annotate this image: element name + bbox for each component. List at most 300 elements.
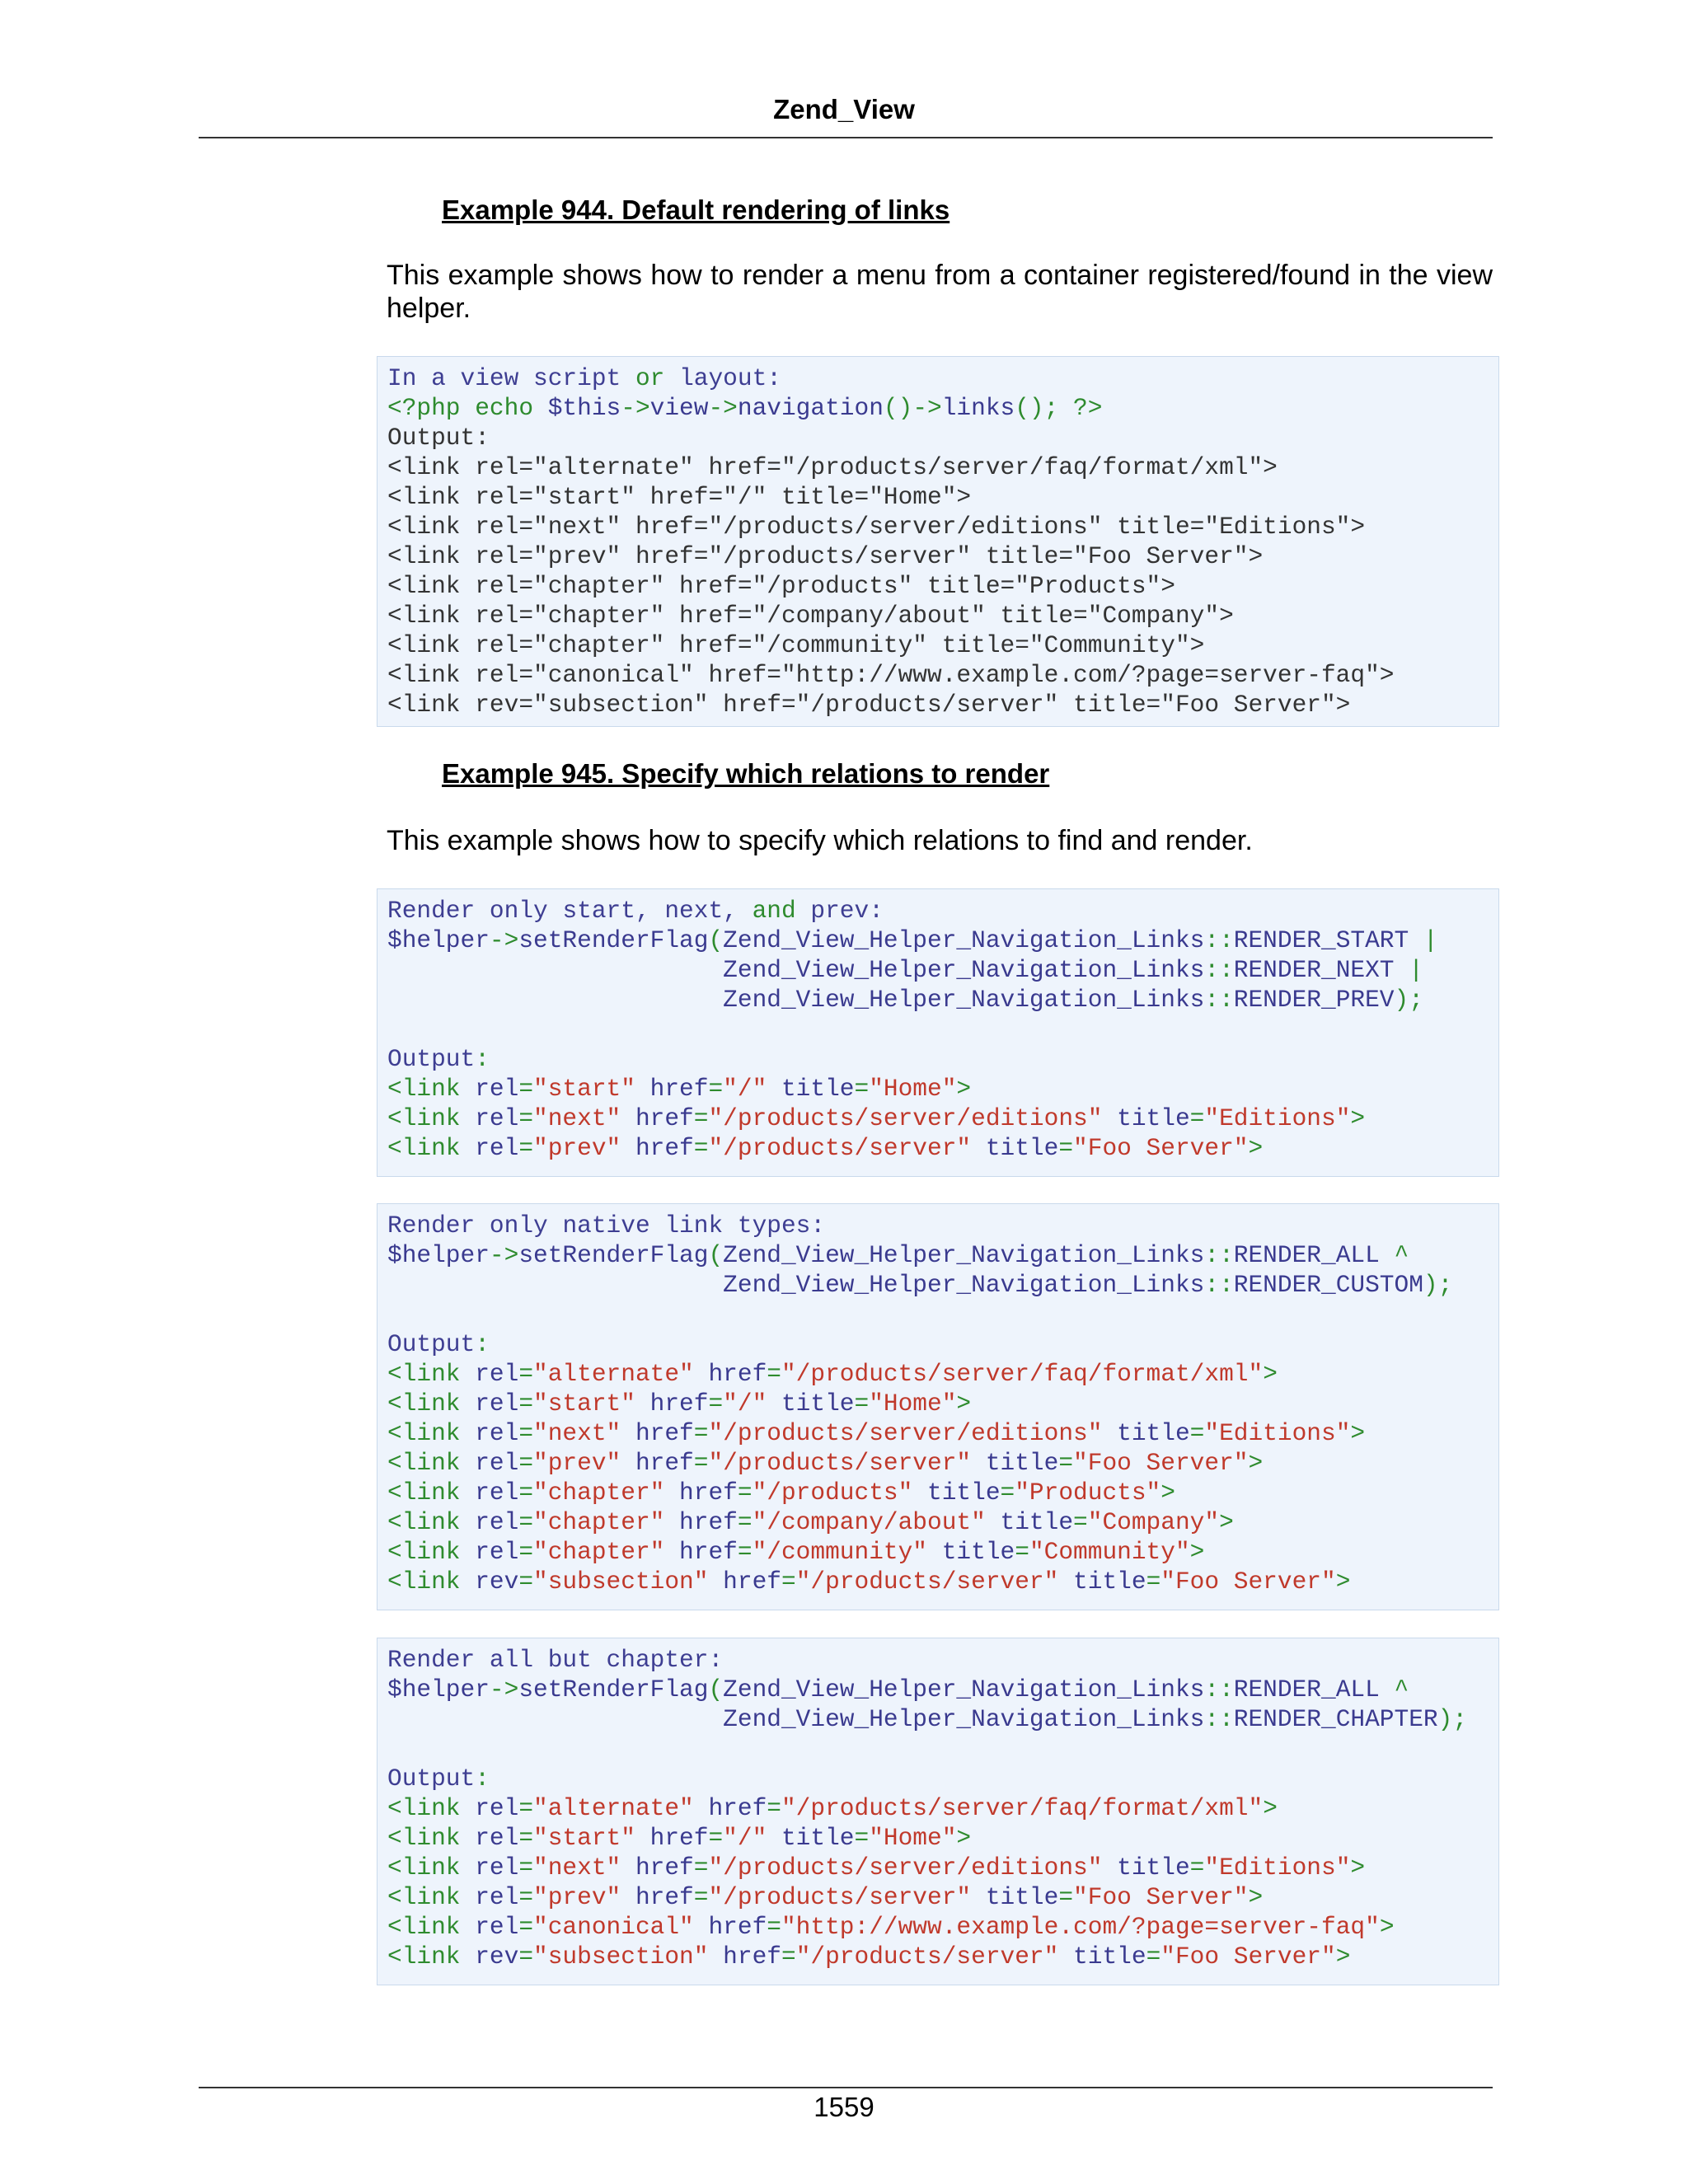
code-token: :: — [1204, 1271, 1234, 1299]
header-rule — [199, 137, 1493, 138]
code-token: = — [518, 1508, 534, 1536]
code-link-line — [387, 1912, 1498, 1942]
code-token: > — [1248, 1883, 1264, 1911]
code-token: rel — [460, 1360, 519, 1388]
code-token: > — [1248, 1134, 1264, 1162]
code-token: "Community" — [1029, 1538, 1190, 1566]
code-output-label — [387, 1764, 1498, 1793]
code-token: = — [518, 1913, 534, 1941]
code-token: chapter: — [606, 1646, 724, 1674]
code-token: setRenderFlag — [518, 1675, 709, 1704]
code-token: ); — [1423, 1271, 1453, 1299]
code-token: = — [693, 1419, 709, 1447]
code-token: "start" — [533, 1075, 635, 1103]
code-link-line — [387, 1074, 1498, 1104]
code-token: "/" — [723, 1390, 767, 1418]
code-token: "/products/server" — [708, 1134, 972, 1162]
code-link-line — [387, 1478, 1498, 1507]
code-token: :: — [1204, 986, 1234, 1014]
code-token: = — [518, 1075, 534, 1103]
code-token: = — [518, 1104, 534, 1132]
code-token: = — [693, 1134, 709, 1162]
code-token: prev: — [810, 897, 884, 925]
code-token: href — [621, 1104, 694, 1132]
code-token: "Company" — [1087, 1508, 1220, 1536]
code-token: "http://www.example.com/?page=server-faq" — [781, 1913, 1380, 1941]
code-token: = — [1189, 1854, 1205, 1882]
code-token: <link — [387, 1104, 461, 1132]
code-comment-line — [387, 1645, 1498, 1675]
code-token: Zend_View_Helper_Navigation_Links — [723, 1271, 1205, 1299]
code-token: rel — [460, 1390, 519, 1418]
code-token: Output — [387, 1765, 476, 1793]
code-token: "/products" — [752, 1479, 913, 1507]
code-token — [387, 1271, 723, 1299]
code-token: href — [621, 1419, 694, 1447]
code-token: : — [475, 1330, 490, 1358]
code-token: <link — [387, 1360, 461, 1388]
code-token: all but — [475, 1646, 607, 1674]
code-token: Zend_View_Helper_Navigation_Links — [723, 986, 1205, 1014]
code-token: <link — [387, 1538, 461, 1566]
code-line — [387, 363, 1498, 393]
example-944-code-block — [377, 356, 1499, 727]
code-token: rel — [460, 1913, 519, 1941]
code-output-label — [387, 1329, 1498, 1359]
code-token — [387, 956, 723, 984]
code-token: Render — [387, 1646, 476, 1674]
code-token: native link types: — [562, 1212, 826, 1240]
code-token: rel — [460, 1479, 519, 1507]
code-token: <?php — [387, 394, 476, 422]
code-continuation-line — [387, 985, 1498, 1015]
code-token: <link — [387, 1075, 461, 1103]
code-token: "subsection" — [533, 1943, 709, 1971]
code-token: rel — [460, 1419, 519, 1447]
code-token: Render — [387, 897, 476, 925]
code-token: = — [708, 1075, 724, 1103]
code-token: ^ — [1379, 1675, 1409, 1704]
code-token: = — [767, 1794, 781, 1822]
code-token: title — [767, 1390, 855, 1418]
code-token: "/products/server/faq/format/xml" — [781, 1360, 1264, 1388]
code-token: = — [1073, 1508, 1088, 1536]
code-token: = — [518, 1943, 534, 1971]
code-token: title — [912, 1479, 1001, 1507]
code-token: = — [1146, 1943, 1161, 1971]
code-token — [387, 986, 723, 1014]
code-token: title — [767, 1075, 855, 1103]
code-token: rel — [460, 1854, 519, 1882]
code-token: "/products/server" — [795, 1568, 1059, 1596]
code-token: -> — [621, 394, 650, 422]
code-token: links — [941, 394, 1015, 422]
code-token: ( — [708, 1675, 724, 1704]
code-link-line — [387, 1104, 1498, 1133]
code-token: ^ — [1379, 1241, 1409, 1269]
code-token: = — [518, 1479, 534, 1507]
code-token: (); ?> — [1015, 394, 1103, 422]
code-token — [387, 1705, 723, 1733]
code-token: "subsection" — [533, 1568, 709, 1596]
code-token: "/products/server/editions" — [708, 1104, 1103, 1132]
code-token: = — [767, 1360, 781, 1388]
code-link-line — [387, 1389, 1498, 1418]
code-token: layout: — [679, 364, 781, 392]
code-token: <link — [387, 1854, 461, 1882]
code-call-line — [387, 926, 1498, 955]
code-line: <link rev="subsection" href="/products/server" title="Foo Server"> — [387, 691, 1351, 719]
code-blank-line — [387, 1015, 1498, 1044]
code-line: <link rel="chapter" href="/community" title="Community"> — [387, 631, 1205, 659]
example-945-code-block-1 — [377, 888, 1499, 1177]
code-token: -> — [708, 394, 738, 422]
code-token: = — [693, 1854, 709, 1882]
code-token: "Editions" — [1204, 1104, 1351, 1132]
code-token: "Home" — [869, 1824, 957, 1852]
code-blank-line — [387, 1734, 1498, 1764]
code-token: and — [737, 897, 811, 925]
code-token: "/community" — [752, 1538, 928, 1566]
code-token: "chapter" — [533, 1479, 665, 1507]
code-token: rel — [460, 1508, 519, 1536]
code-token: "Foo Server" — [1073, 1134, 1249, 1162]
code-token: = — [518, 1824, 534, 1852]
code-token: title — [985, 1508, 1074, 1536]
code-token: > — [1350, 1104, 1366, 1132]
code-token: title — [971, 1134, 1059, 1162]
code-token: $helper — [387, 926, 490, 954]
code-token: $this — [547, 394, 621, 422]
code-token: echo — [475, 394, 548, 422]
code-token: = — [693, 1449, 709, 1477]
code-token: <link — [387, 1479, 461, 1507]
code-token: = — [854, 1824, 870, 1852]
code-token: Zend_View_Helper_Navigation_Links — [723, 1705, 1205, 1733]
code-token: = — [737, 1508, 753, 1536]
code-token: "/" — [723, 1075, 767, 1103]
code-token: rev — [460, 1568, 519, 1596]
code-link-line — [387, 1567, 1498, 1596]
code-token: "Foo Server" — [1073, 1449, 1249, 1477]
code-token: <link — [387, 1134, 461, 1162]
code-token: "/products/server/faq/format/xml" — [781, 1794, 1264, 1822]
code-token: href — [708, 1568, 781, 1596]
code-token: or — [621, 364, 680, 392]
code-token: <link — [387, 1508, 461, 1536]
code-token: :: — [1204, 926, 1234, 954]
code-token: > — [1189, 1538, 1205, 1566]
code-token: view — [649, 394, 709, 422]
code-token: = — [518, 1568, 534, 1596]
code-token: "start" — [533, 1824, 635, 1852]
code-token: Zend_View_Helper_Navigation_Links — [723, 1241, 1205, 1269]
code-token: = — [737, 1538, 753, 1566]
code-token: > — [956, 1075, 972, 1103]
code-token: -> — [489, 1675, 519, 1704]
code-comment-line — [387, 1211, 1498, 1240]
code-token: title — [971, 1449, 1059, 1477]
code-token: href — [621, 1883, 694, 1911]
code-token: RENDER_CHAPTER — [1233, 1705, 1438, 1733]
code-token: rel — [460, 1104, 519, 1132]
code-token: RENDER_ALL — [1233, 1675, 1380, 1704]
code-token: "/products/server" — [708, 1883, 972, 1911]
code-token: title — [927, 1538, 1015, 1566]
code-link-line — [387, 1793, 1498, 1823]
code-token: "Home" — [869, 1390, 957, 1418]
code-continuation-line — [387, 1704, 1498, 1734]
code-token: href — [664, 1508, 738, 1536]
code-token: ( — [708, 926, 724, 954]
code-token: = — [708, 1824, 724, 1852]
code-token: "/" — [723, 1824, 767, 1852]
code-token: = — [708, 1390, 724, 1418]
code-token: = — [518, 1883, 534, 1911]
code-token: = — [518, 1794, 534, 1822]
example-945-code-block-2 — [377, 1203, 1499, 1610]
code-token: <link — [387, 1943, 461, 1971]
code-token: <link — [387, 1824, 461, 1852]
code-token: = — [781, 1943, 796, 1971]
code-token: href — [693, 1794, 767, 1822]
code-token: = — [1058, 1449, 1074, 1477]
code-token: > — [956, 1824, 972, 1852]
code-token: rel — [460, 1075, 519, 1103]
code-token: () — [883, 394, 913, 422]
code-token: Zend_View_Helper_Navigation_Links — [723, 1675, 1205, 1704]
example-944-description: This example shows how to render a menu from a container registered/found in the view helper. — [387, 260, 1493, 324]
code-token: title — [1102, 1419, 1190, 1447]
code-token: href — [635, 1390, 709, 1418]
code-token: href — [664, 1479, 738, 1507]
code-token: rel — [460, 1824, 519, 1852]
code-token: = — [854, 1075, 870, 1103]
code-token: <link — [387, 1794, 461, 1822]
code-token: title — [767, 1824, 855, 1852]
code-token: = — [1189, 1104, 1205, 1132]
code-token: :: — [1204, 956, 1234, 984]
code-token: = — [1058, 1134, 1074, 1162]
code-token: "Home" — [869, 1075, 957, 1103]
code-token: > — [1350, 1854, 1366, 1882]
code-token: > — [1248, 1449, 1264, 1477]
code-line: <link rel="next" href="/products/server/editions" title="Editions"> — [387, 513, 1366, 541]
code-token: Output — [387, 1330, 476, 1358]
code-continuation-line — [387, 955, 1498, 985]
code-token: title — [1058, 1943, 1146, 1971]
code-token: rel — [460, 1134, 519, 1162]
code-token: "/products/server" — [795, 1943, 1059, 1971]
code-token: RENDER_NEXT — [1233, 956, 1395, 984]
code-link-line — [387, 1359, 1498, 1389]
code-token: $helper — [387, 1675, 490, 1704]
code-token: href — [621, 1134, 694, 1162]
code-link-line — [387, 1537, 1498, 1567]
code-token: <link — [387, 1390, 461, 1418]
code-link-line — [387, 1882, 1498, 1912]
code-token: > — [1350, 1419, 1366, 1447]
example-945-code-block-3 — [377, 1638, 1499, 1985]
code-line: <link rel="alternate" href="/products/server/faq/format/xml"> — [387, 453, 1278, 481]
running-header: Zend_View — [773, 94, 915, 124]
code-token: RENDER_START — [1233, 926, 1409, 954]
code-token: "prev" — [533, 1134, 621, 1162]
code-token: rel — [460, 1883, 519, 1911]
code-call-line — [387, 1675, 1498, 1704]
code-line: <link rel="chapter" href="/products" title="Products"> — [387, 572, 1175, 600]
code-token: "/company/about" — [752, 1508, 986, 1536]
code-blank-line — [387, 1300, 1498, 1329]
code-token: > — [1160, 1479, 1175, 1507]
code-token: -> — [489, 926, 519, 954]
code-token: > — [1335, 1568, 1351, 1596]
code-token: | — [1409, 926, 1438, 954]
code-token: Render — [387, 1212, 476, 1240]
code-link-line — [387, 1823, 1498, 1853]
code-token: "chapter" — [533, 1508, 665, 1536]
code-token: = — [518, 1134, 534, 1162]
code-link-line — [387, 1133, 1498, 1163]
code-token: :: — [1204, 1705, 1234, 1733]
code-token: = — [737, 1479, 753, 1507]
code-token: = — [767, 1913, 781, 1941]
code-token: > — [1335, 1943, 1351, 1971]
code-token: "alternate" — [533, 1360, 694, 1388]
code-line — [387, 393, 1498, 423]
code-token: = — [518, 1360, 534, 1388]
code-token: navigation — [737, 394, 884, 422]
code-token: title — [1102, 1854, 1190, 1882]
code-token: $helper — [387, 1241, 490, 1269]
code-token: = — [693, 1104, 709, 1132]
footer-rule — [199, 2087, 1493, 2088]
code-token: rev — [460, 1943, 519, 1971]
code-token: <link — [387, 1913, 461, 1941]
code-link-line — [387, 1853, 1498, 1882]
code-token: = — [693, 1883, 709, 1911]
example-945-title: Example 945. Specify which relations to render — [442, 758, 1050, 789]
code-token: "prev" — [533, 1883, 621, 1911]
code-token: href — [693, 1913, 767, 1941]
code-token: "Editions" — [1204, 1854, 1351, 1882]
code-token: > — [1219, 1508, 1234, 1536]
code-token: RENDER_PREV — [1233, 986, 1395, 1014]
code-token: = — [781, 1568, 796, 1596]
code-token: "Foo Server" — [1160, 1568, 1336, 1596]
code-token: :: — [1204, 1241, 1234, 1269]
code-token: = — [1146, 1568, 1161, 1596]
code-token: <link — [387, 1419, 461, 1447]
code-token: title — [971, 1883, 1059, 1911]
example-945-description: This example shows how to specify which relations to find and render. — [387, 825, 1253, 856]
code-token: : — [475, 1765, 490, 1793]
code-token: ( — [708, 1241, 724, 1269]
code-token: In a view script — [387, 364, 621, 392]
code-link-line — [387, 1942, 1498, 1971]
code-line: Output: — [387, 424, 490, 452]
code-token: | — [1394, 956, 1423, 984]
code-token: "Foo Server" — [1073, 1883, 1249, 1911]
code-token: > — [1263, 1794, 1278, 1822]
code-token: "next" — [533, 1854, 621, 1882]
code-token: = — [518, 1449, 534, 1477]
code-token: = — [518, 1419, 534, 1447]
code-token: <link — [387, 1883, 461, 1911]
code-token: href — [635, 1075, 709, 1103]
code-token: "next" — [533, 1419, 621, 1447]
code-token: "/products/server/editions" — [708, 1419, 1103, 1447]
code-token: "canonical" — [533, 1913, 694, 1941]
code-token: ); — [1437, 1705, 1468, 1733]
code-token: "Products" — [1015, 1479, 1161, 1507]
code-token: > — [1379, 1913, 1395, 1941]
code-token: -> — [912, 394, 942, 422]
code-output-label — [387, 1044, 1498, 1074]
code-comment-line — [387, 896, 1498, 926]
code-token: > — [956, 1390, 972, 1418]
code-link-line — [387, 1448, 1498, 1478]
page-number: 1559 — [814, 2092, 874, 2122]
code-token: "chapter" — [533, 1538, 665, 1566]
code-token: title — [1058, 1568, 1146, 1596]
code-token: title — [1102, 1104, 1190, 1132]
example-944-title: Example 944. Default rendering of links — [442, 194, 950, 225]
code-token: = — [518, 1390, 534, 1418]
code-token: "alternate" — [533, 1794, 694, 1822]
code-token: "/products/server" — [708, 1449, 972, 1477]
code-token: = — [1000, 1479, 1015, 1507]
code-link-line — [387, 1418, 1498, 1448]
code-token: RENDER_ALL — [1233, 1241, 1380, 1269]
code-link-line — [387, 1507, 1498, 1537]
code-token: = — [518, 1854, 534, 1882]
code-line: <link rel="chapter" href="/company/about" title="Company"> — [387, 602, 1234, 630]
code-token: <link — [387, 1449, 461, 1477]
code-token: "next" — [533, 1104, 621, 1132]
code-continuation-line — [387, 1270, 1498, 1300]
code-line: <link rel="canonical" href="http://www.example.com/?page=server-faq"> — [387, 661, 1395, 689]
code-token: : — [475, 1045, 490, 1073]
code-token: "Editions" — [1204, 1419, 1351, 1447]
code-token: ); — [1394, 986, 1423, 1014]
code-token: = — [1015, 1538, 1029, 1566]
code-token: href — [621, 1449, 694, 1477]
code-token: href — [708, 1943, 781, 1971]
code-token: "prev" — [533, 1449, 621, 1477]
code-token: href — [635, 1824, 709, 1852]
code-token: "/products/server/editions" — [708, 1854, 1103, 1882]
code-token: rel — [460, 1449, 519, 1477]
code-token: :: — [1204, 1675, 1234, 1704]
code-token: href — [621, 1854, 694, 1882]
code-call-line — [387, 1240, 1498, 1270]
code-token: > — [1263, 1360, 1278, 1388]
code-token: href — [693, 1360, 767, 1388]
code-token: setRenderFlag — [518, 1241, 709, 1269]
code-token: "start" — [533, 1390, 635, 1418]
code-token: rel — [460, 1538, 519, 1566]
code-token: rel — [460, 1794, 519, 1822]
code-token: -> — [489, 1241, 519, 1269]
code-token: Output — [387, 1045, 476, 1073]
code-token: <link — [387, 1568, 461, 1596]
code-token: RENDER_CUSTOM — [1233, 1271, 1423, 1299]
code-line: <link rel="start" href="/" title="Home"> — [387, 483, 972, 511]
code-token: href — [664, 1538, 738, 1566]
code-token: = — [1058, 1883, 1074, 1911]
code-token: Zend_View_Helper_Navigation_Links — [723, 926, 1205, 954]
